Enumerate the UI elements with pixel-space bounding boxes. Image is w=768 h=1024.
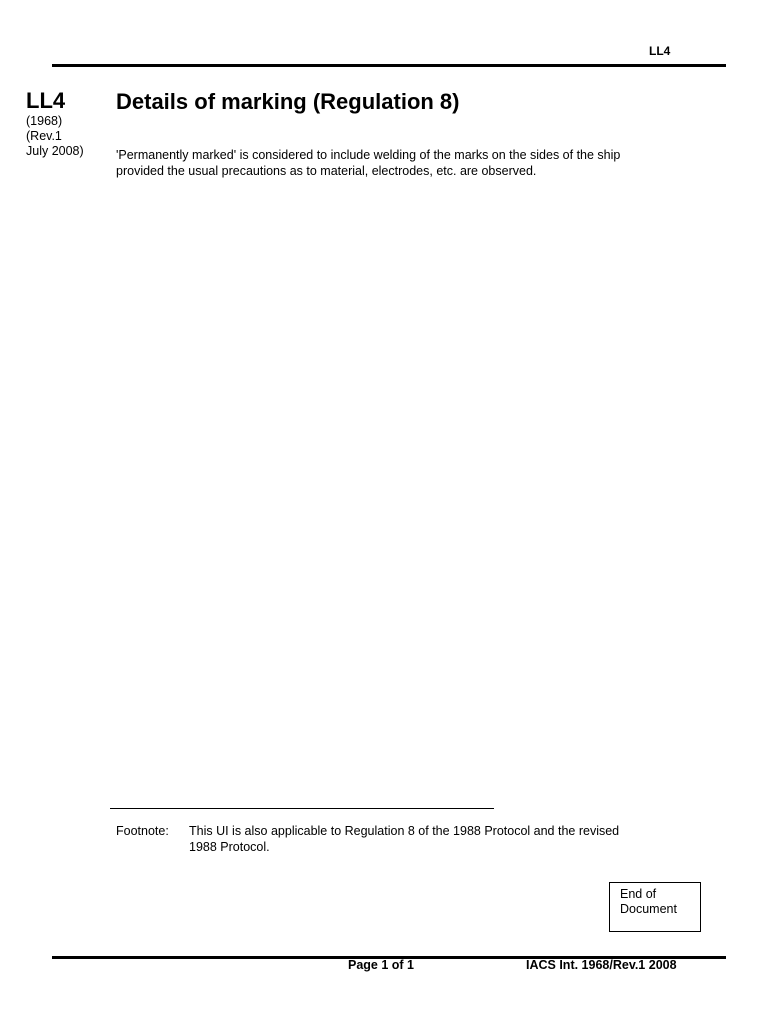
- footnote-line1: This UI is also applicable to Regulation 8 of the 1988 Protocol and the revised: [189, 824, 620, 838]
- footnote-text: [189, 824, 709, 855]
- side-revision-line1: (Rev.1: [26, 129, 62, 143]
- body-paragraph-line1: 'Permanently marked' is considered to include welding of the marks on the sides of the ship: [116, 148, 621, 162]
- header-document-code: LL4: [649, 44, 671, 58]
- body-paragraph-line2: provided the usual precautions as to material, electrodes, etc. are observed.: [116, 163, 537, 178]
- body-paragraph: [116, 148, 716, 179]
- footer-reference: IACS Int. 1968/Rev.1 2008: [526, 958, 677, 972]
- footnote-line2: 1988 Protocol.: [189, 839, 270, 854]
- end-box-line1: End of: [620, 887, 657, 901]
- side-document-meta: [26, 114, 84, 159]
- header-divider: [52, 64, 726, 67]
- page-title: Details of marking (Regulation 8): [116, 89, 460, 114]
- side-revision-line2: July 2008): [26, 144, 84, 158]
- footnote-divider: [110, 808, 494, 809]
- footnote-label: Footnote:: [116, 824, 169, 838]
- footer-page-number: Page 1 of 1: [348, 958, 414, 972]
- side-year: (1968): [26, 114, 63, 128]
- side-document-code: LL4: [26, 88, 66, 113]
- end-of-document-box: [609, 882, 701, 932]
- end-box-line2: Document: [620, 902, 677, 916]
